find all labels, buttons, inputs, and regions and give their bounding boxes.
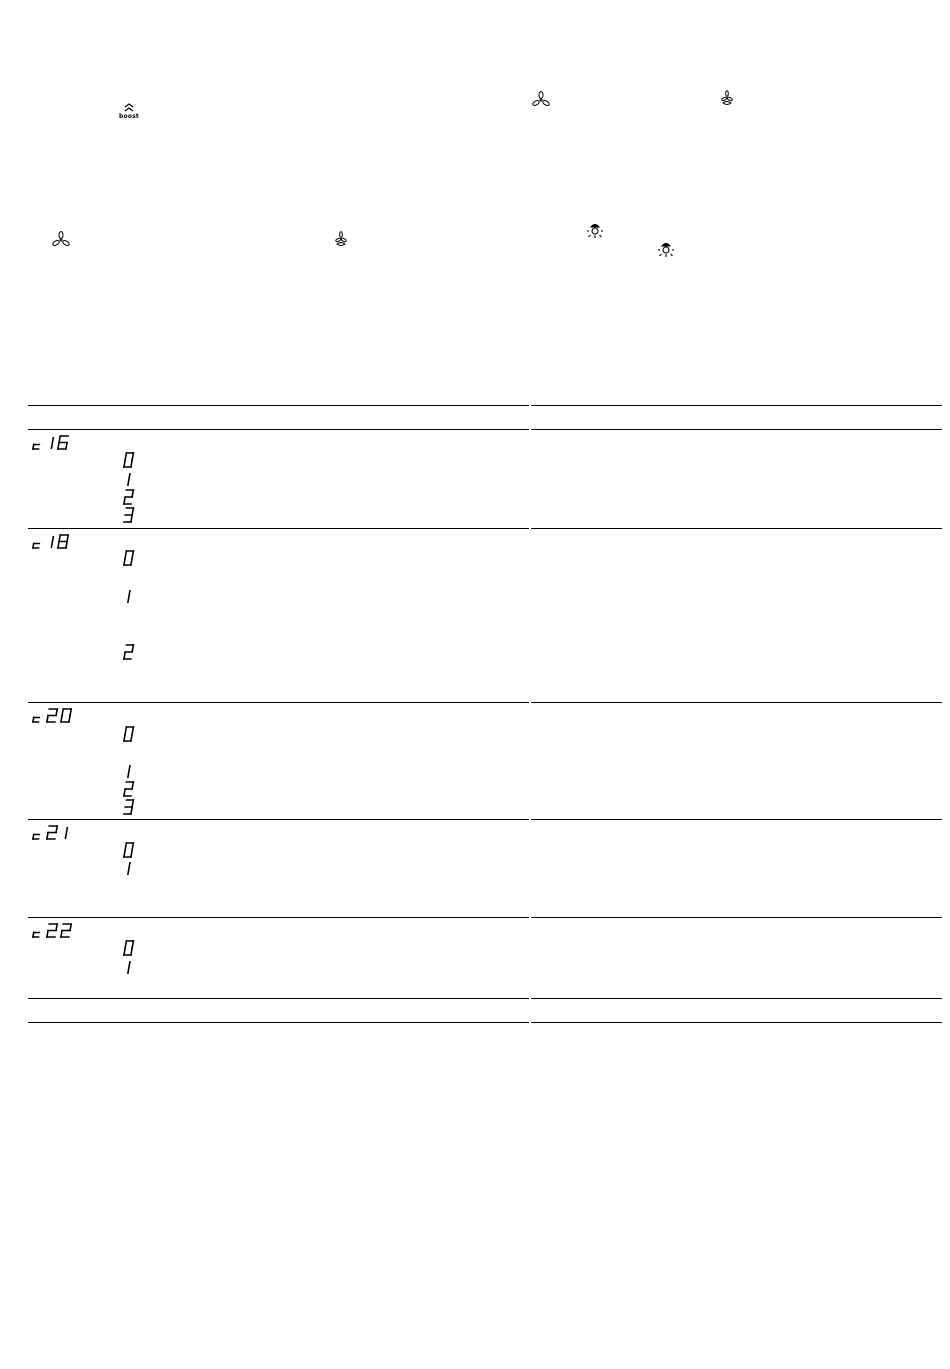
seven-seg-glyph [121,763,134,779]
seven-seg-glyph [58,825,72,840]
table-rule [28,405,529,406]
seven-seg-glyph [121,507,134,523]
seven-seg-glyph [121,799,134,815]
seven-seg-glyph [121,726,134,742]
fan-small-icon [721,90,733,108]
table-rule [28,819,529,820]
table-rule [531,1022,942,1023]
fan-icon [52,231,70,247]
seven-seg-glyph [121,588,134,604]
seven-seg-glyph [44,923,58,938]
table-rule [28,702,529,703]
fan-icon [532,91,550,107]
light-icon [657,240,675,258]
table-rule [531,998,942,999]
seven-seg-glyph [121,471,134,487]
seven-seg-glyph [30,708,43,723]
table-rule [531,917,942,918]
seven-seg-glyph [121,644,134,660]
table-rule [28,1022,529,1023]
table-rule [531,702,942,703]
seven-seg-glyph [44,825,58,840]
seven-seg-glyph [121,489,134,505]
table-rule [531,528,942,529]
seven-seg-glyph [58,708,72,723]
seven-seg-glyph [121,781,134,797]
seven-seg-glyph [30,825,43,840]
table-rule [531,819,942,820]
seven-seg-glyph [121,940,134,956]
table-rule [28,917,529,918]
seven-seg-glyph [30,534,43,549]
table-rule [28,429,529,430]
seven-seg-glyph [30,923,43,938]
boost-icon-label: boost [119,113,139,120]
seven-seg-glyph [121,550,134,566]
table-rule [531,405,942,406]
seven-seg-glyph [121,452,134,468]
seven-seg-glyph [55,534,69,549]
table-rule [28,998,529,999]
seven-seg-glyph [121,860,134,876]
seven-seg-glyph [44,708,58,723]
seven-seg-glyph [121,842,134,858]
fan-small-icon [335,231,347,249]
seven-seg-glyph [58,923,72,938]
seven-seg-glyph [30,435,43,450]
light-icon [586,221,604,239]
seven-seg-glyph [55,435,69,450]
boost-icon [118,103,140,121]
seven-seg-glyph [121,959,134,975]
table-rule [28,528,529,529]
table-rule [531,429,942,430]
